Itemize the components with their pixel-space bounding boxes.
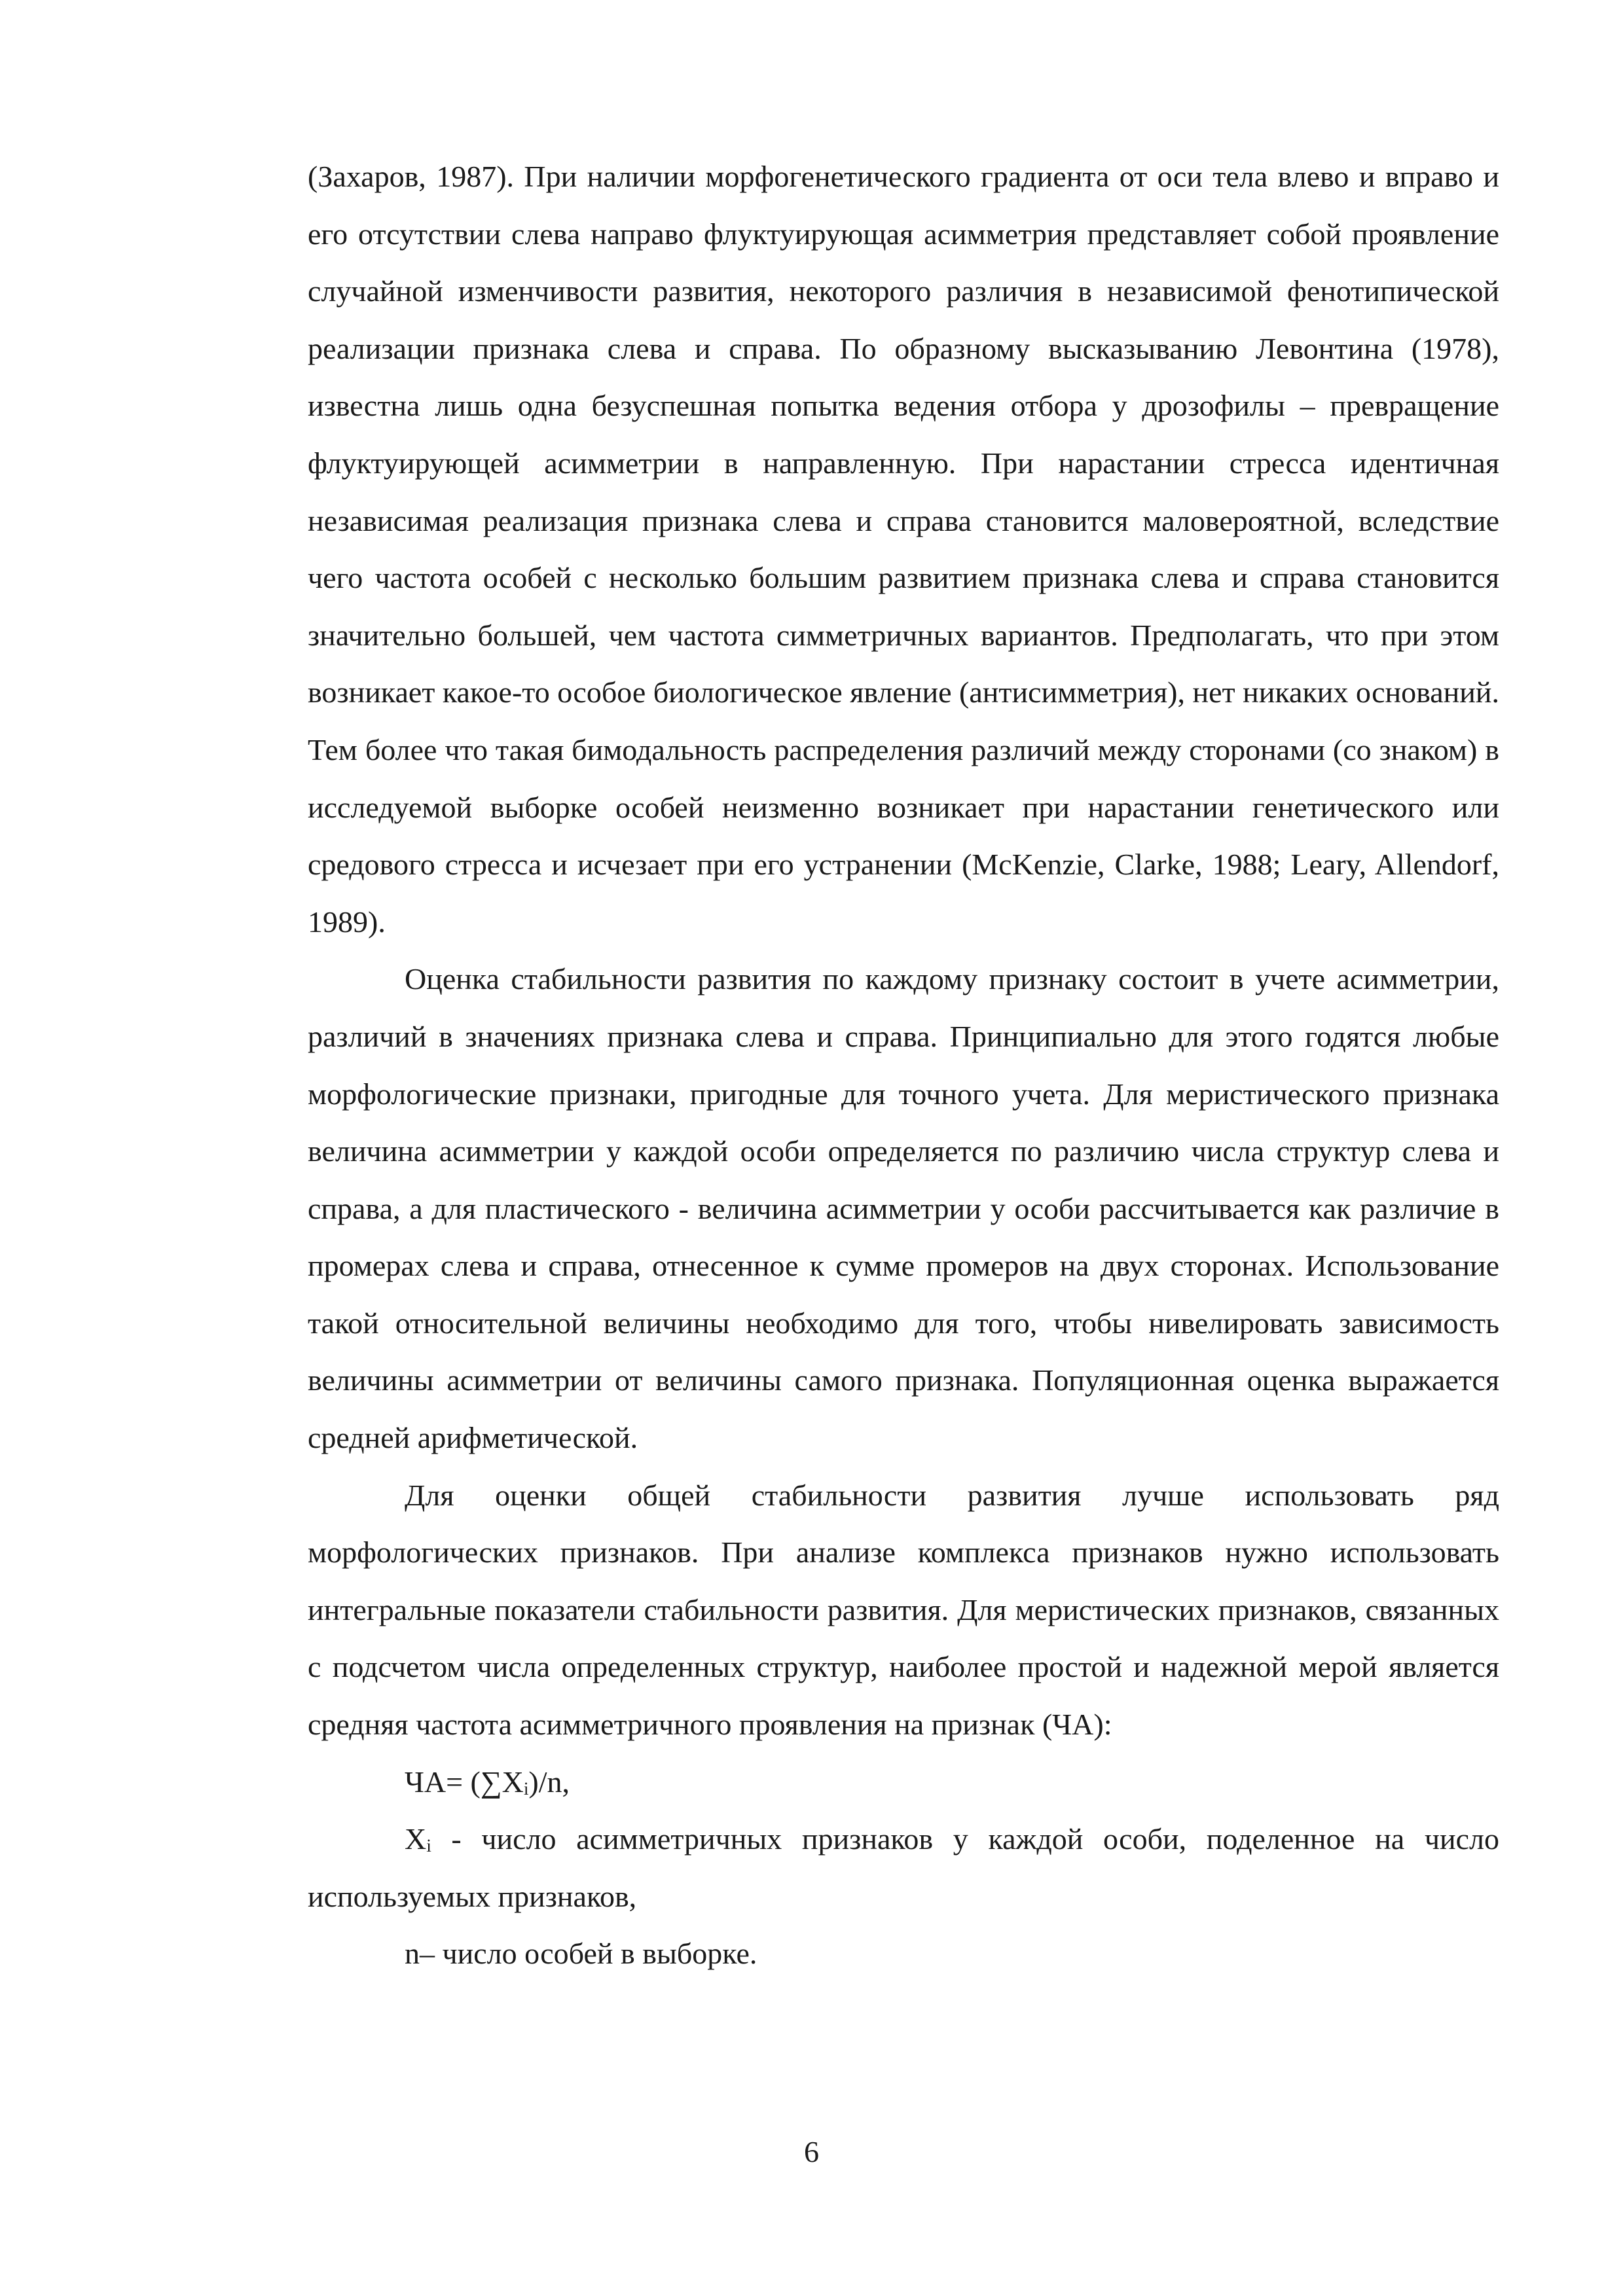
definition-xi: Xᵢ - число асимметричных признаков у каждой особи, поделенное на число используемых признаков, — [308, 1822, 1499, 1913]
formula: ЧА= (∑Xᵢ)/n, — [405, 1765, 570, 1799]
paragraph-3: Для оценки общей стабильности развития лучше использовать ряд морфологических признаков. При анализе комплекса признаков нужно использовать интегральные показатели стабильности развития. Для меристических признаков, связанных с подсчетом числа определенных структур, наиболее простой и надежной мерой является средняя частота асимметричного проявления на признак (ЧА): — [308, 1478, 1499, 1742]
definition-n: n– число особей в выборке. — [405, 1937, 757, 1971]
document-page — [308, 148, 1499, 1982]
paragraph-2: Оценка стабильности развития по каждому признаку состоит в учете асимметрии, различий в значениях признака слева и справа. Принципиально для этого годятся любые морфологические признаки, пригодные для точного учета. Для меристического признака величина асимметрии у каждой особи определяется по различию числа структур слева и справа, а для пластического - величина асимметрии у особи рассчитывается как различие в промерах слева и справа, отнесенное к сумме промеров на двух сторонах. Использование такой относительной величины необходимо для того, чтобы нивелировать зависимость величины асимметрии от величины самого признака. Популяционная оценка выражается средней арифметической. — [308, 962, 1499, 1455]
paragraph-1: (Захаров, 1987). При наличии морфогенетического градиента от оси тела влево и вправо и его отсутствии слева направо флуктуирующая асимметрия представляет собой проявление случайной изменчивости развития, некоторого различия в независимой фенотипической реализации признака слева и справа. По образному высказыванию Левонтина (1978), известна лишь одна безуспешная попытка ведения отбора у дрозофилы – превращение флуктуирующей асимметрии в направленную. При нарастании стресса идентичная независимая реализация признака слева и справа становится маловероятной, вследствие чего частота особей с несколько большим развитием признака слева и справа становится значительно большей, чем частота симметричных вариантов. Предполагать, что при этом возникает какое-то особое биологическое явление (антисимметрия), нет никаких оснований. Тем более что такая бимодальность распределения различий между сторонами (со знаком) в исследуемой выборке особей неизменно возникает при нарастании генетического или средового стресса и исчезает при его устранении (McKenzie, Clarke, 1988; Leary, Allendorf, 1989). — [308, 160, 1499, 939]
page-number: 6 — [804, 2135, 819, 2168]
